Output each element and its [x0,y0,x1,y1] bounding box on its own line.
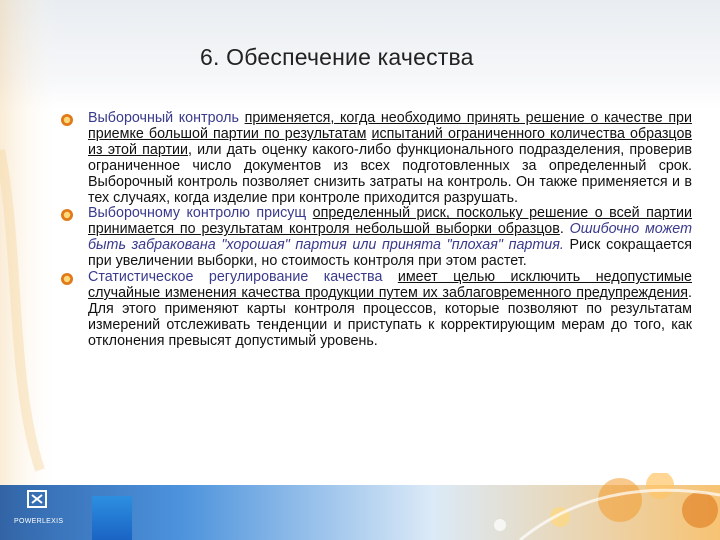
bullet-icon [60,272,74,286]
bullet-icon [60,208,74,222]
bullet-item [60,111,692,206]
bullet-text-1: Выборочный контроль применяется, когда необходимо принять решение о качестве при приемке большой партии по результатам испытаний ограниченного количества образцов из этой партии, или дать оценку какого-либо функционального подразделения, проверив ограниченное число документов из всех подготовленных за определенный срок. Выборочный контроль позволяет снизить затраты на контроль. Он также применяется и в тех случаях, когда изделие при контроле приходится разрушать. [88,110,692,206]
bullet-item [60,270,692,350]
slide-title: 6. Обеспечение качества [200,44,474,70]
blue-square-decoration [92,496,132,540]
bullet-icon [60,113,74,127]
bullet-text-3: Статистическое регулирование качества имеет целью исключить недопустимые случайные изменения качества продукции путем их заблаговременного предупреждения. Для этого применяют карты контроля процессов, которые позволяют по результатам измерений отслеживать тенденции и приступать к корректирующим мерам до того, как отклонения превысят допустимый уровень. [88,269,692,349]
slide-content [60,111,692,473]
bullet-text-2: Выборочному контролю присущ определенный риск, поскольку решение о всей партии принимается по результатам контроля небольшой выборки образцов. Ошибочно может быть забракована "хорошая" партия или принята "плохая" партия. Риск сокращается при увеличении выборки, но стоимость контроля при этом растет. [88,205,692,270]
bullet-item [60,206,692,270]
logo-text: POWERLEXIS [14,518,64,525]
